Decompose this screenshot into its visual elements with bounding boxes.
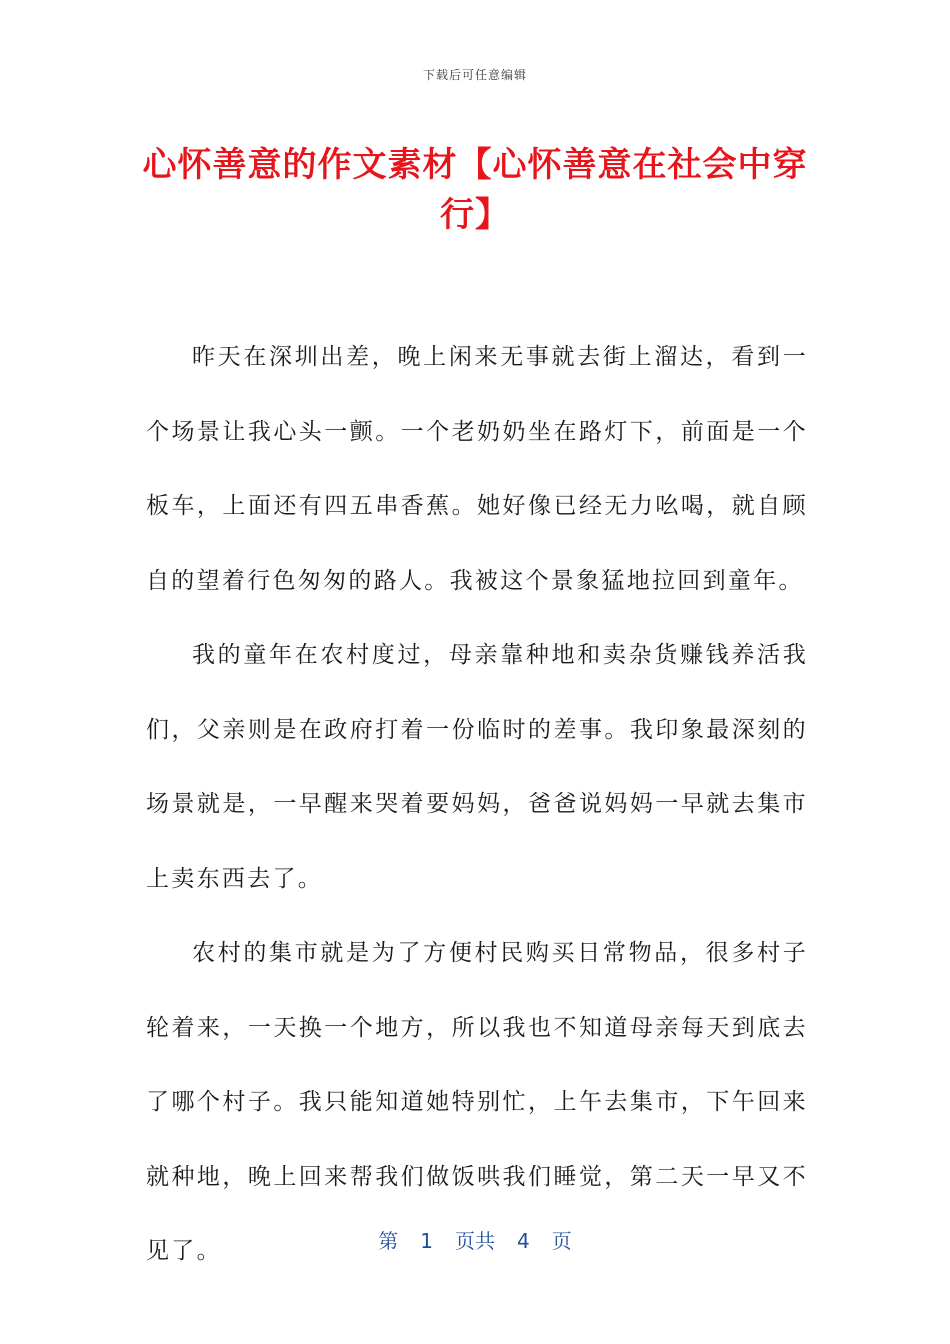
document-body xyxy=(146,320,808,1289)
paragraph: 农村的集市就是为了方便村民购买日常物品，很多村子轮着来，一天换一个地方，所以我也不知道母亲每天到底去了哪个村子。我只能知道她特别忙，上午去集市，下午回来就种地，晚上回来帮我们做饭哄我们睡觉，第二天一早又不见了。 xyxy=(146,940,808,1264)
page-footer xyxy=(0,1225,950,1254)
page-prefix: 第 xyxy=(378,1229,399,1253)
page-total: 4 xyxy=(517,1229,530,1253)
page-number: 1 xyxy=(420,1229,433,1253)
page-middle: 页共 xyxy=(455,1229,495,1253)
paragraph: 我的童年在农村度过，母亲靠种地和卖杂货赚钱养活我们，父亲则是在政府打着一份临时的差事。我印象最深刻的场景就是，一早醒来哭着要妈妈，爸爸说妈妈一早就去集市上卖东西去了。 xyxy=(146,642,808,892)
page-suffix: 页 xyxy=(551,1229,572,1253)
document-title: 心怀善意的作文素材【心怀善意在社会中穿行】 xyxy=(142,145,808,235)
header-note: 下载后可任意编辑 xyxy=(422,68,527,82)
paragraph: 昨天在深圳出差，晚上闲来无事就去街上溜达，看到一个场景让我心头一颤。一个老奶奶坐在路灯下，前面是一个板车，上面还有四五串香蕉。她好像已经无力吆喝，就自顾自的望着行色匆匆的路人。我被这个景象猛地拉回到童年。 xyxy=(146,344,808,594)
